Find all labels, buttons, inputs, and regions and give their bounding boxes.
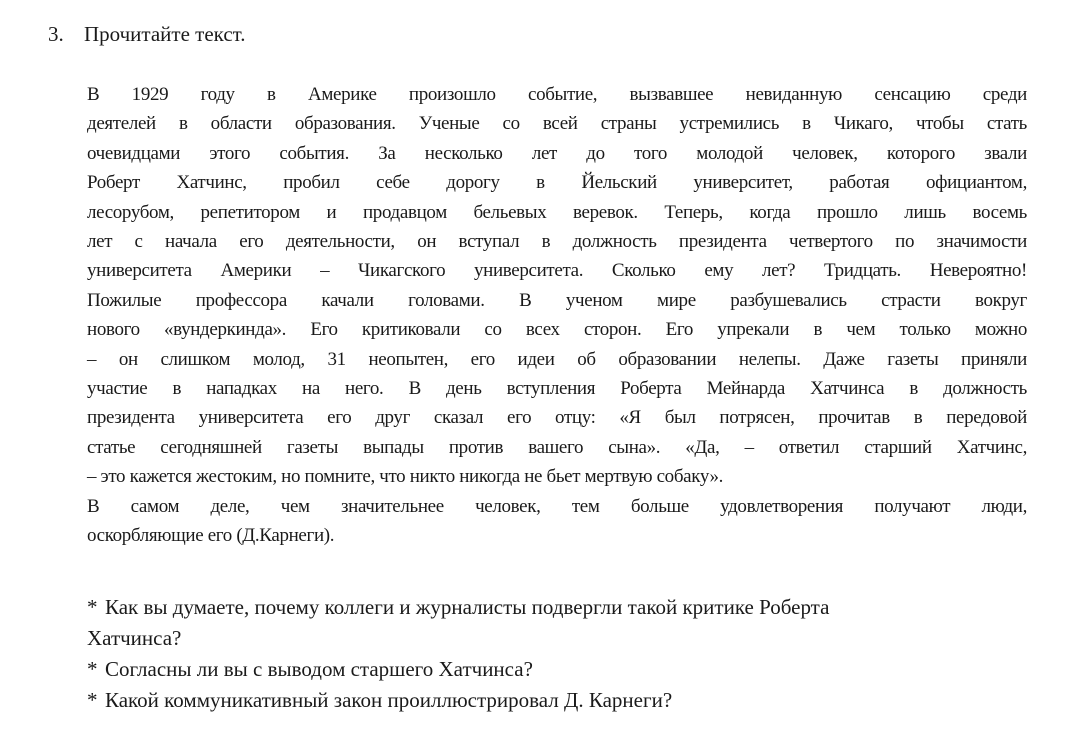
reading-passage — [87, 80, 1027, 551]
question-bullet: * — [87, 595, 98, 619]
question-bullet: * — [87, 688, 98, 712]
passage-line: В 1929 году в Америке произошло событие, вызвавшее невиданную сенсацию среди — [87, 84, 1027, 105]
question-bullet: * — [87, 657, 98, 681]
passage-line: Пожилые профессора качали головами. В ученом мире разбушевались страсти вокруг — [87, 289, 1027, 311]
task-heading — [48, 20, 246, 48]
question-text: Как вы думаете, почему коллеги и журналисты подвергли такой критике Роберта — [105, 595, 830, 619]
passage-line: статье сегодняшней газеты выпады против вашего сына». «Да, – ответил старший Хатчинс, — [87, 436, 1027, 458]
question-item — [87, 685, 1047, 716]
question-text: Какой коммуникативный закон проиллюстрировал Д. Карнеги? — [105, 688, 673, 712]
passage-line: – он слишком молод, 31 неопытен, его идеи об образовании нелепы. Даже газеты приняли — [87, 348, 1027, 370]
question-text: Хатчинса? — [87, 626, 182, 650]
question-item — [87, 592, 1047, 623]
question-item-continuation — [87, 623, 1047, 654]
passage-line: – это кажется жестоким, но помните, что никто никогда не бьет мертвую собаку». — [87, 466, 724, 488]
task-title: Прочитайте текст. — [84, 22, 246, 46]
question-text: Согласны ли вы с выводом старшего Хатчинса? — [105, 657, 533, 681]
passage-line: лесорубом, репетитором и продавцом бельевых веревок. Теперь, когда прошло лишь восемь — [87, 201, 1027, 223]
passage-line: нового «вундеркинда». Его критиковали со всех сторон. Его упрекали в чем только можно — [87, 319, 1027, 341]
passage-line: Роберт Хатчинс, пробил себе дорогу в Йельский университет, работая официантом, — [87, 172, 1027, 194]
passage-line: лет с начала его деятельности, он вступал в должность президента четвертого по значимости — [87, 231, 1027, 253]
passage-line: деятелей в области образования. Ученые со всей страны устремились в Чикаго, чтобы стать — [87, 113, 1027, 135]
passage-line: университета Америки – Чикагского университета. Сколько ему лет? Тридцать. Невероятно! — [87, 260, 1027, 282]
task-number: 3. — [48, 22, 64, 46]
discussion-questions — [87, 592, 1047, 716]
passage-line: В самом деле, чем значительнее человек, тем больше удовлетворения получают люди, — [87, 495, 1027, 517]
passage-line: участие в нападках на него. В день вступления Роберта Мейнарда Хатчинса в должность — [87, 378, 1027, 400]
question-item — [87, 654, 1047, 685]
passage-line: оскорбляющие его (Д.Карнеги). — [87, 525, 335, 547]
passage-line: очевидцами этого события. За несколько лет до того молодой человек, которого звали — [87, 142, 1027, 164]
passage-line: президента университета его друг сказал его отцу: «Я был потрясен, прочитав в передовой — [87, 407, 1027, 429]
